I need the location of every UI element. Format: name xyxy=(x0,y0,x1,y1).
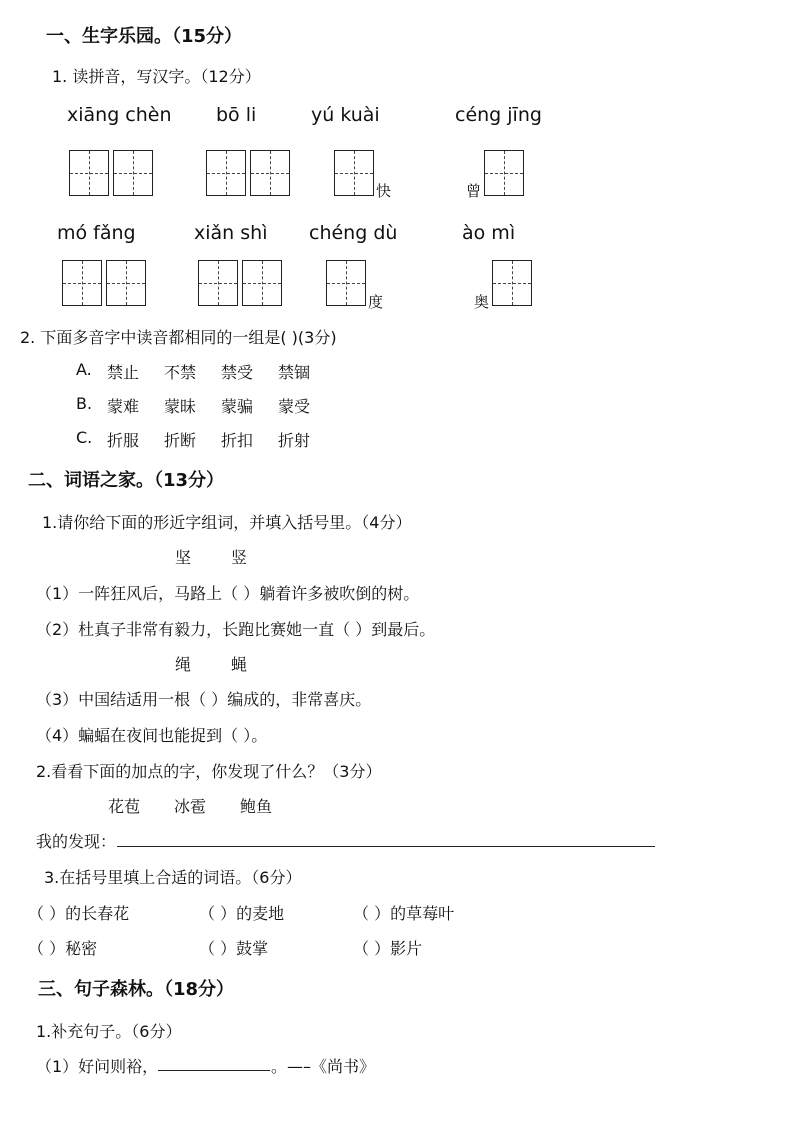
dotted-word: 鲍鱼 xyxy=(240,797,273,816)
option-word: 蒙难 xyxy=(107,397,140,416)
hint-char: 快 xyxy=(376,182,392,200)
char-pair: 竖 xyxy=(231,548,248,567)
dotted-word: 冰雹 xyxy=(174,797,207,816)
pinyin-4: céng jīng xyxy=(455,104,542,126)
writing-grid[interactable] xyxy=(69,150,109,196)
sentence: （2）杜真子非常有毅力，长跑比赛她一直（ ）到最后。 xyxy=(36,620,436,639)
option-word: 蒙受 xyxy=(278,397,311,416)
option-label: B. xyxy=(76,394,93,413)
fill-blank: （ ）的长春花 xyxy=(28,904,130,923)
q1-2-prompt: 2. 下面多音字中读音都相同的一组是( )(3分) xyxy=(20,328,337,347)
sentence: （1）一阵狂风后，马路上（ ）躺着许多被吹倒的树。 xyxy=(36,584,420,603)
q2-2-prompt: 2.看看下面的加点的字，你发现了什么？（3分） xyxy=(36,762,382,781)
writing-grid[interactable] xyxy=(250,150,290,196)
fill-blank: （ ）的麦地 xyxy=(199,904,285,923)
q1-1-prompt: 1. 读拼音，写汉字。（12分） xyxy=(52,67,261,86)
section2-title: 二、词语之家。（13分） xyxy=(28,470,225,491)
q3-1-prompt: 1.补充句子。（6分） xyxy=(36,1022,182,1041)
fill-blank: （ ）秘密 xyxy=(28,939,98,958)
pinyin-1: xiāng chèn xyxy=(67,104,172,126)
fill-blank: （ ）鼓掌 xyxy=(199,939,269,958)
option-word: 折射 xyxy=(278,431,311,450)
sentence: （4）蝙蝠在夜间也能捉到（ ）。 xyxy=(36,726,268,745)
dotted-word: 花苞 xyxy=(108,797,141,816)
option-label: C. xyxy=(76,428,93,447)
char-pair: 坚 xyxy=(175,548,192,567)
sentence: （3）中国结适用一根（ ）编成的，非常喜庆。 xyxy=(36,690,372,709)
writing-grid[interactable] xyxy=(113,150,153,196)
section1-title: 一、生字乐园。（15分） xyxy=(46,26,243,47)
writing-grid[interactable] xyxy=(242,260,282,306)
option-word: 禁受 xyxy=(221,363,254,382)
option-word: 折断 xyxy=(164,431,197,450)
pinyin-8: ào mì xyxy=(462,222,516,244)
pinyin-5: mó fǎng xyxy=(57,222,136,244)
section3-title: 三、句子森林。（18分） xyxy=(38,979,235,1000)
hint-char: 奥 xyxy=(474,293,490,311)
sentence-end: 。—–《尚书》 xyxy=(271,1057,376,1076)
option-word: 不禁 xyxy=(164,363,197,382)
answer-line[interactable] xyxy=(158,1070,270,1071)
sentence-start: （1）好问则裕， xyxy=(36,1057,159,1076)
pinyin-7: chéng dù xyxy=(309,222,398,244)
writing-grid[interactable] xyxy=(484,150,524,196)
pinyin-3: yú kuài xyxy=(311,104,380,126)
hint-char: 度 xyxy=(368,293,384,311)
option-word: 蒙骗 xyxy=(221,397,254,416)
writing-grid[interactable] xyxy=(492,260,532,306)
answer-line[interactable] xyxy=(117,846,655,847)
option-word: 禁止 xyxy=(107,363,140,382)
discovery-label: 我的发现： xyxy=(36,832,117,851)
option-word: 折服 xyxy=(107,431,140,450)
char-pair: 蝇 xyxy=(231,655,248,674)
option-word: 蒙昧 xyxy=(164,397,197,416)
writing-grid[interactable] xyxy=(326,260,366,306)
option-word: 禁锢 xyxy=(278,363,311,382)
writing-grid[interactable] xyxy=(334,150,374,196)
writing-grid[interactable] xyxy=(106,260,146,306)
pinyin-2: bō li xyxy=(216,104,257,126)
q2-3-prompt: 3.在括号里填上合适的词语。（6分） xyxy=(44,868,302,887)
q2-1-prompt: 1.请你给下面的形近字组词，并填入括号里。（4分） xyxy=(42,513,412,532)
option-label: A. xyxy=(76,360,92,379)
writing-grid[interactable] xyxy=(62,260,102,306)
hint-char: 曾 xyxy=(466,182,482,200)
fill-blank: （ ）影片 xyxy=(353,939,423,958)
char-pair: 绳 xyxy=(175,655,192,674)
writing-grid[interactable] xyxy=(206,150,246,196)
option-word: 折扣 xyxy=(221,431,254,450)
fill-blank: （ ）的草莓叶 xyxy=(353,904,455,923)
writing-grid[interactable] xyxy=(198,260,238,306)
pinyin-6: xiǎn shì xyxy=(194,222,268,244)
